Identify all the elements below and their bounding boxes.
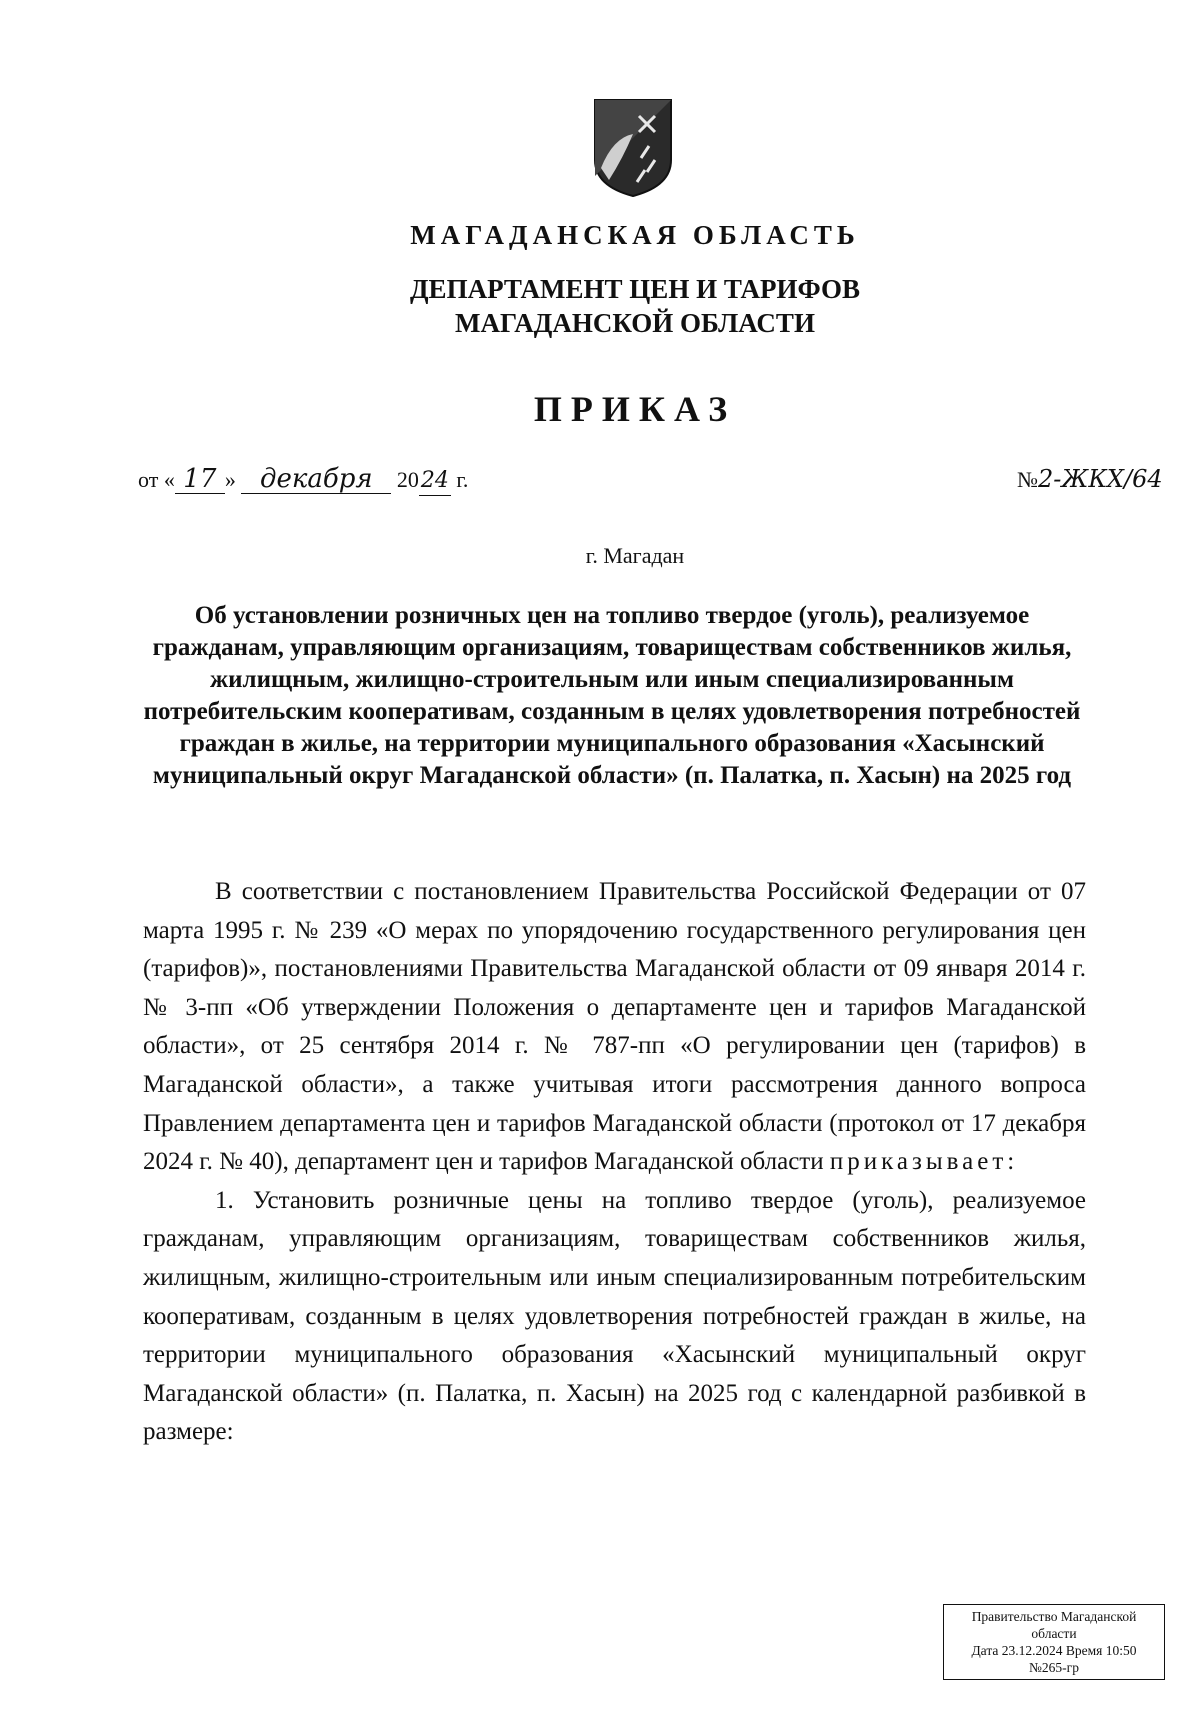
clause-1-paragraph: 1. Установить розничные цены на топливо твердое (уголь), реализуемое гражданам, управляющим организациям, товариществам собственников жилья, жилищным, жилищно-строительным или иным специализированным потребительским кооперативам, созданным в целях удовлетворения потребностей граждан в жилье, на территории муниципального образования «Хасынский муниципальный округ Магаданской области» (п. Палатка, п. Хасын) на 2025 год с календарной разбивкой в размере: <box>143 1186 1086 1446</box>
order-subject: Об установлении розничных цен на топливо твердое (уголь), реализуемое гражданам, управляющим организациям, товариществам собственников жилья, жилищным, жилищно-строительным или иным специализированным потребительским кооперативам, созданным в целях удовлетворения потребностей граждан в жилье, на территории муниципального образования «Хасынский муниципальный округ Магаданской области» (п. Палатка, п. Хасын) на 2025 год <box>143 602 1081 789</box>
department-name-line1: ДЕПАРТАМЕНТ ЦЕН И ТАРИФОВ <box>409 274 861 304</box>
document-date <box>138 465 468 496</box>
number-prefix: № <box>1017 467 1038 492</box>
document-type-title: ПРИКАЗ <box>533 389 737 429</box>
date-year-handwritten: 24 <box>419 467 451 496</box>
coat-of-arms-icon <box>593 98 673 198</box>
date-day-handwritten: 17 <box>175 465 225 494</box>
date-year-prefix: 20 <box>396 467 419 492</box>
registration-stamp <box>943 1604 1165 1680</box>
stamp-line-2: области <box>1031 1626 1077 1641</box>
number-handwritten: 2-ЖКХ/64 <box>1038 465 1163 493</box>
preamble-paragraph <box>143 873 1086 1182</box>
department-name-line2: МАГАДАНСКОЙ ОБЛАСТИ <box>455 308 815 338</box>
date-quote-close: » <box>224 467 236 492</box>
region-name: МАГАДАНСКАЯ ОБЛАСТЬ <box>410 220 860 250</box>
order-body <box>143 873 1086 1452</box>
orders-word: приказывает: <box>829 1148 1019 1176</box>
stamp-line-4: №265-гр <box>1029 1660 1079 1675</box>
date-month-handwritten: декабря <box>241 465 391 494</box>
stamp-line-1: Правительство Магаданской <box>971 1609 1137 1624</box>
city-name: г. Магадан <box>585 543 685 568</box>
date-prefix: от « <box>138 467 175 492</box>
stamp-line-3: Дата 23.12.2024 Время 10:50 <box>971 1643 1137 1658</box>
date-year-end: г. <box>456 467 469 492</box>
document-number <box>1017 465 1178 493</box>
preamble-text: В соответствии с постановлением Правительства Российской Федерации от 07 марта 1995 г. № 239 «О мерах по упорядочению государственного регулирования цен (тарифов)», постановлениями Правительства Магаданской области от 09 января 2014 г. № 3-пп «Об утверждении Положения о департаменте цен и тарифов Магаданской области», от 25 сентября 2014 г. № 787-пп «О регулировании цен (тарифов) в Магаданской области», а также учитывая итоги рассмотрения данного вопроса Правлением департамента цен и тарифов Магаданской области (протокол от 17 декабря 2024 г. № 40), департамент цен и тарифов Магаданской области <box>143 878 1086 1176</box>
department-name <box>0 272 1200 340</box>
